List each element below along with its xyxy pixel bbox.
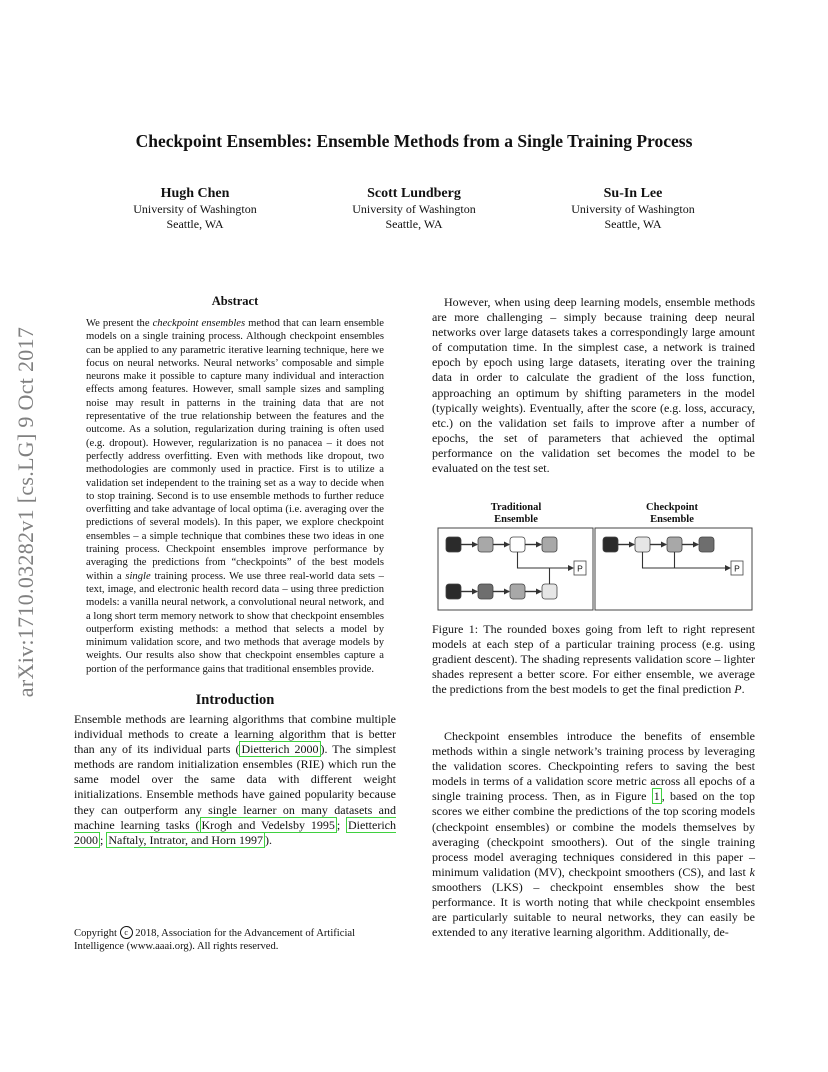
abstract-heading: Abstract bbox=[211, 294, 259, 308]
author-location: Seattle, WA bbox=[166, 217, 224, 231]
text-run: ). The simplest methods are random initialization ensembles (RIE) which run the same model over the same data with different weight initializations. Ensemble methods have gained popularity because they can outperform any single learner on many datasets and machine learning tasks ( bbox=[74, 742, 396, 832]
citation-link[interactable]: Dietterich 2000 bbox=[241, 742, 319, 757]
model-box bbox=[667, 537, 682, 552]
model-box bbox=[635, 537, 650, 552]
figure-caption bbox=[432, 622, 755, 697]
text-run: ; bbox=[336, 817, 347, 832]
copyright-notice bbox=[74, 926, 396, 954]
body-paragraph bbox=[432, 729, 755, 940]
author-affiliation: University of Washington bbox=[133, 202, 257, 216]
citation-link[interactable]: Naftaly, Intrator, and Horn 1997 bbox=[108, 832, 264, 847]
abstract-emphasis: single bbox=[125, 570, 151, 582]
copyright-symbol: c bbox=[120, 926, 133, 939]
body-paragraph: However, when using deep learning models, ensemble methods are more challenging – simply because training deep neural networks over large datasets takes a correspondingly large amount of computation time. In the simplest case, a network is trained epoch by epoch using large datasets, iterating over the training data in order to calculate the gradient of the loss function, approaching an optimum by shifting parameters in the model (typically weights). Eventually, after the score (e.g. loss, accuracy, etc.) on the validation set fails to improve after a number of epochs, the set of parameters that achieved the optimal performance on the validation set becomes the model to be evaluated on the test set. bbox=[432, 295, 755, 476]
text-run: ; bbox=[100, 832, 107, 847]
author-location: Seattle, WA bbox=[604, 217, 662, 231]
connector-line bbox=[643, 552, 675, 568]
abstract-run: training process. We use three real-world data sets – text, image, and electronic health record data – using three prediction models: a vanilla neural network, a convolutional neural network, and a long short term memory network to show that checkpoint ensembles outperform existing methods: a method that selects a model by minimum validation score, and two methods that average models by weights. Our results also show that checkpoint ensembles capture a portion of the performance gains that traditional ensembles provide. bbox=[86, 570, 384, 675]
math-symbol: P bbox=[734, 682, 742, 697]
text-run: smoothers (LKS) – checkpoint ensembles show the best performance. It is worth noting that while checkpoint ensembles are particularly suitable to neural networks, they can easily be extended to any iterative learning algorithm. Additionally, de- bbox=[432, 879, 755, 940]
abstract-run: We present the bbox=[86, 318, 153, 329]
prediction-label: P bbox=[734, 563, 740, 574]
math-symbol: k bbox=[749, 864, 755, 879]
copyright-block bbox=[74, 926, 396, 954]
model-box bbox=[699, 537, 714, 552]
figure-caption-block bbox=[432, 622, 755, 697]
model-box bbox=[446, 584, 461, 599]
text-run: ). bbox=[265, 832, 273, 847]
prediction-label: P bbox=[577, 563, 583, 574]
figure-ref-link[interactable]: 1 bbox=[653, 789, 660, 804]
author-affiliation: University of Washington bbox=[352, 202, 476, 216]
connector-line bbox=[518, 552, 550, 584]
author-location: Seattle, WA bbox=[385, 217, 443, 231]
left-column bbox=[74, 294, 396, 848]
text-run: Ensemble methods are learning algorithms that combine multiple individual methods to create a learning algorithm that is better than any of its individual parts ( bbox=[74, 712, 396, 757]
abstract-text bbox=[74, 317, 396, 676]
right-label-line1: Checkpoint bbox=[646, 502, 698, 513]
figure-1 bbox=[436, 500, 754, 612]
model-box bbox=[510, 537, 525, 552]
model-box bbox=[542, 584, 557, 599]
arxiv-id: arXiv:1710.03282v1 [cs.LG] 9 Oct 2017 bbox=[13, 326, 38, 698]
text-run: . bbox=[741, 682, 745, 697]
author-block bbox=[95, 185, 295, 232]
right-column bbox=[432, 295, 755, 476]
author-block bbox=[533, 185, 733, 232]
text-run: Checkpoint ensembles introduce the benefits of ensemble methods within a single network’s training process by leveraging the validation scores. Checkpointing refers to saving the best models in terms of a validation score metric across all epochs of a single training process. Then, as in Figure bbox=[432, 729, 755, 804]
model-box bbox=[603, 537, 618, 552]
right-column-lower bbox=[432, 729, 755, 940]
citation-link[interactable]: Dietterich 2000 bbox=[74, 817, 396, 847]
model-box bbox=[542, 537, 557, 552]
left-label-line2: Ensemble bbox=[494, 514, 538, 525]
text-run: Figure 1: The rounded boxes going from left to right represent models at each step of a particular training process (e.g. using gradient descent). The shading represents validation score – lighter shades represent a better score. For either ensemble, we average the predictions from the best models to get the final prediction bbox=[432, 622, 755, 697]
abstract-emphasis: checkpoint ensembles bbox=[152, 318, 246, 329]
right-label-line2: Ensemble bbox=[650, 514, 694, 525]
model-box bbox=[510, 584, 525, 599]
arxiv-watermark bbox=[8, 296, 44, 728]
left-label-line1: Traditional bbox=[490, 502, 542, 513]
author-affiliation: University of Washington bbox=[571, 202, 695, 216]
figure-diagram bbox=[436, 500, 754, 612]
author-name: Hugh Chen bbox=[160, 186, 230, 201]
intro-heading: Introduction bbox=[195, 692, 275, 709]
text-run: 2018, Association for the Advancement of Artificial Intelligence (www.aaai.org). All rights reserved. bbox=[74, 928, 356, 953]
abstract-run: method that can learn ensemble models on a single training process. Although checkpoint ensembles can be applied to any parametric iterative learning technique, here we focus on neural networks. Neural networks’ composable and simple neurons make it possible to capture many individual and interaction effects among features. However, small sample sizes and sampling noise may result in patterns in the training data that are not representative of the true relationship between the features and the outcome. As a solution, regularization during training is often used (e.g. dropout). However, regularization is no panacea – it does not perfectly address overfitting. Even with methods like dropout, two methodologies are commonly used in practice. First is to utilize a validation set independent to the training set as a way to decide when to stop training. Second is to use ensemble methods to further reduce overfitting and take advantage of local optima (i.e. averaging over the predictions of several models). In this paper, we explore checkpoint ensembles – a simple technique that combines these two ideas in one training process. Checkpoint ensembles improve performance by averaging the predictions from “checkpoints” of the best models within a bbox=[86, 318, 384, 582]
author-name: Su-In Lee bbox=[603, 186, 663, 201]
author-name: Scott Lundberg bbox=[367, 186, 461, 201]
intro-paragraph bbox=[74, 712, 396, 848]
citation-link[interactable]: Krogh and Vedelsby 1995 bbox=[201, 817, 335, 832]
text-run: , based on the top scores we either combine the predictions of the top scoring models (checkpoint ensembles) or combine the models themselves by averaging (checkpoint smoothers). Out of the single training process model averaging techniques considered in this paper – minimum validation (MV), checkpoint smoothers (CS), and last bbox=[432, 789, 755, 879]
author-block bbox=[314, 185, 514, 232]
paper-title: Checkpoint Ensembles: Ensemble Methods from a Single Training Process bbox=[135, 131, 693, 151]
text-run: Copyright bbox=[74, 928, 120, 939]
model-box bbox=[446, 537, 461, 552]
model-box bbox=[478, 584, 493, 599]
model-box bbox=[478, 537, 493, 552]
